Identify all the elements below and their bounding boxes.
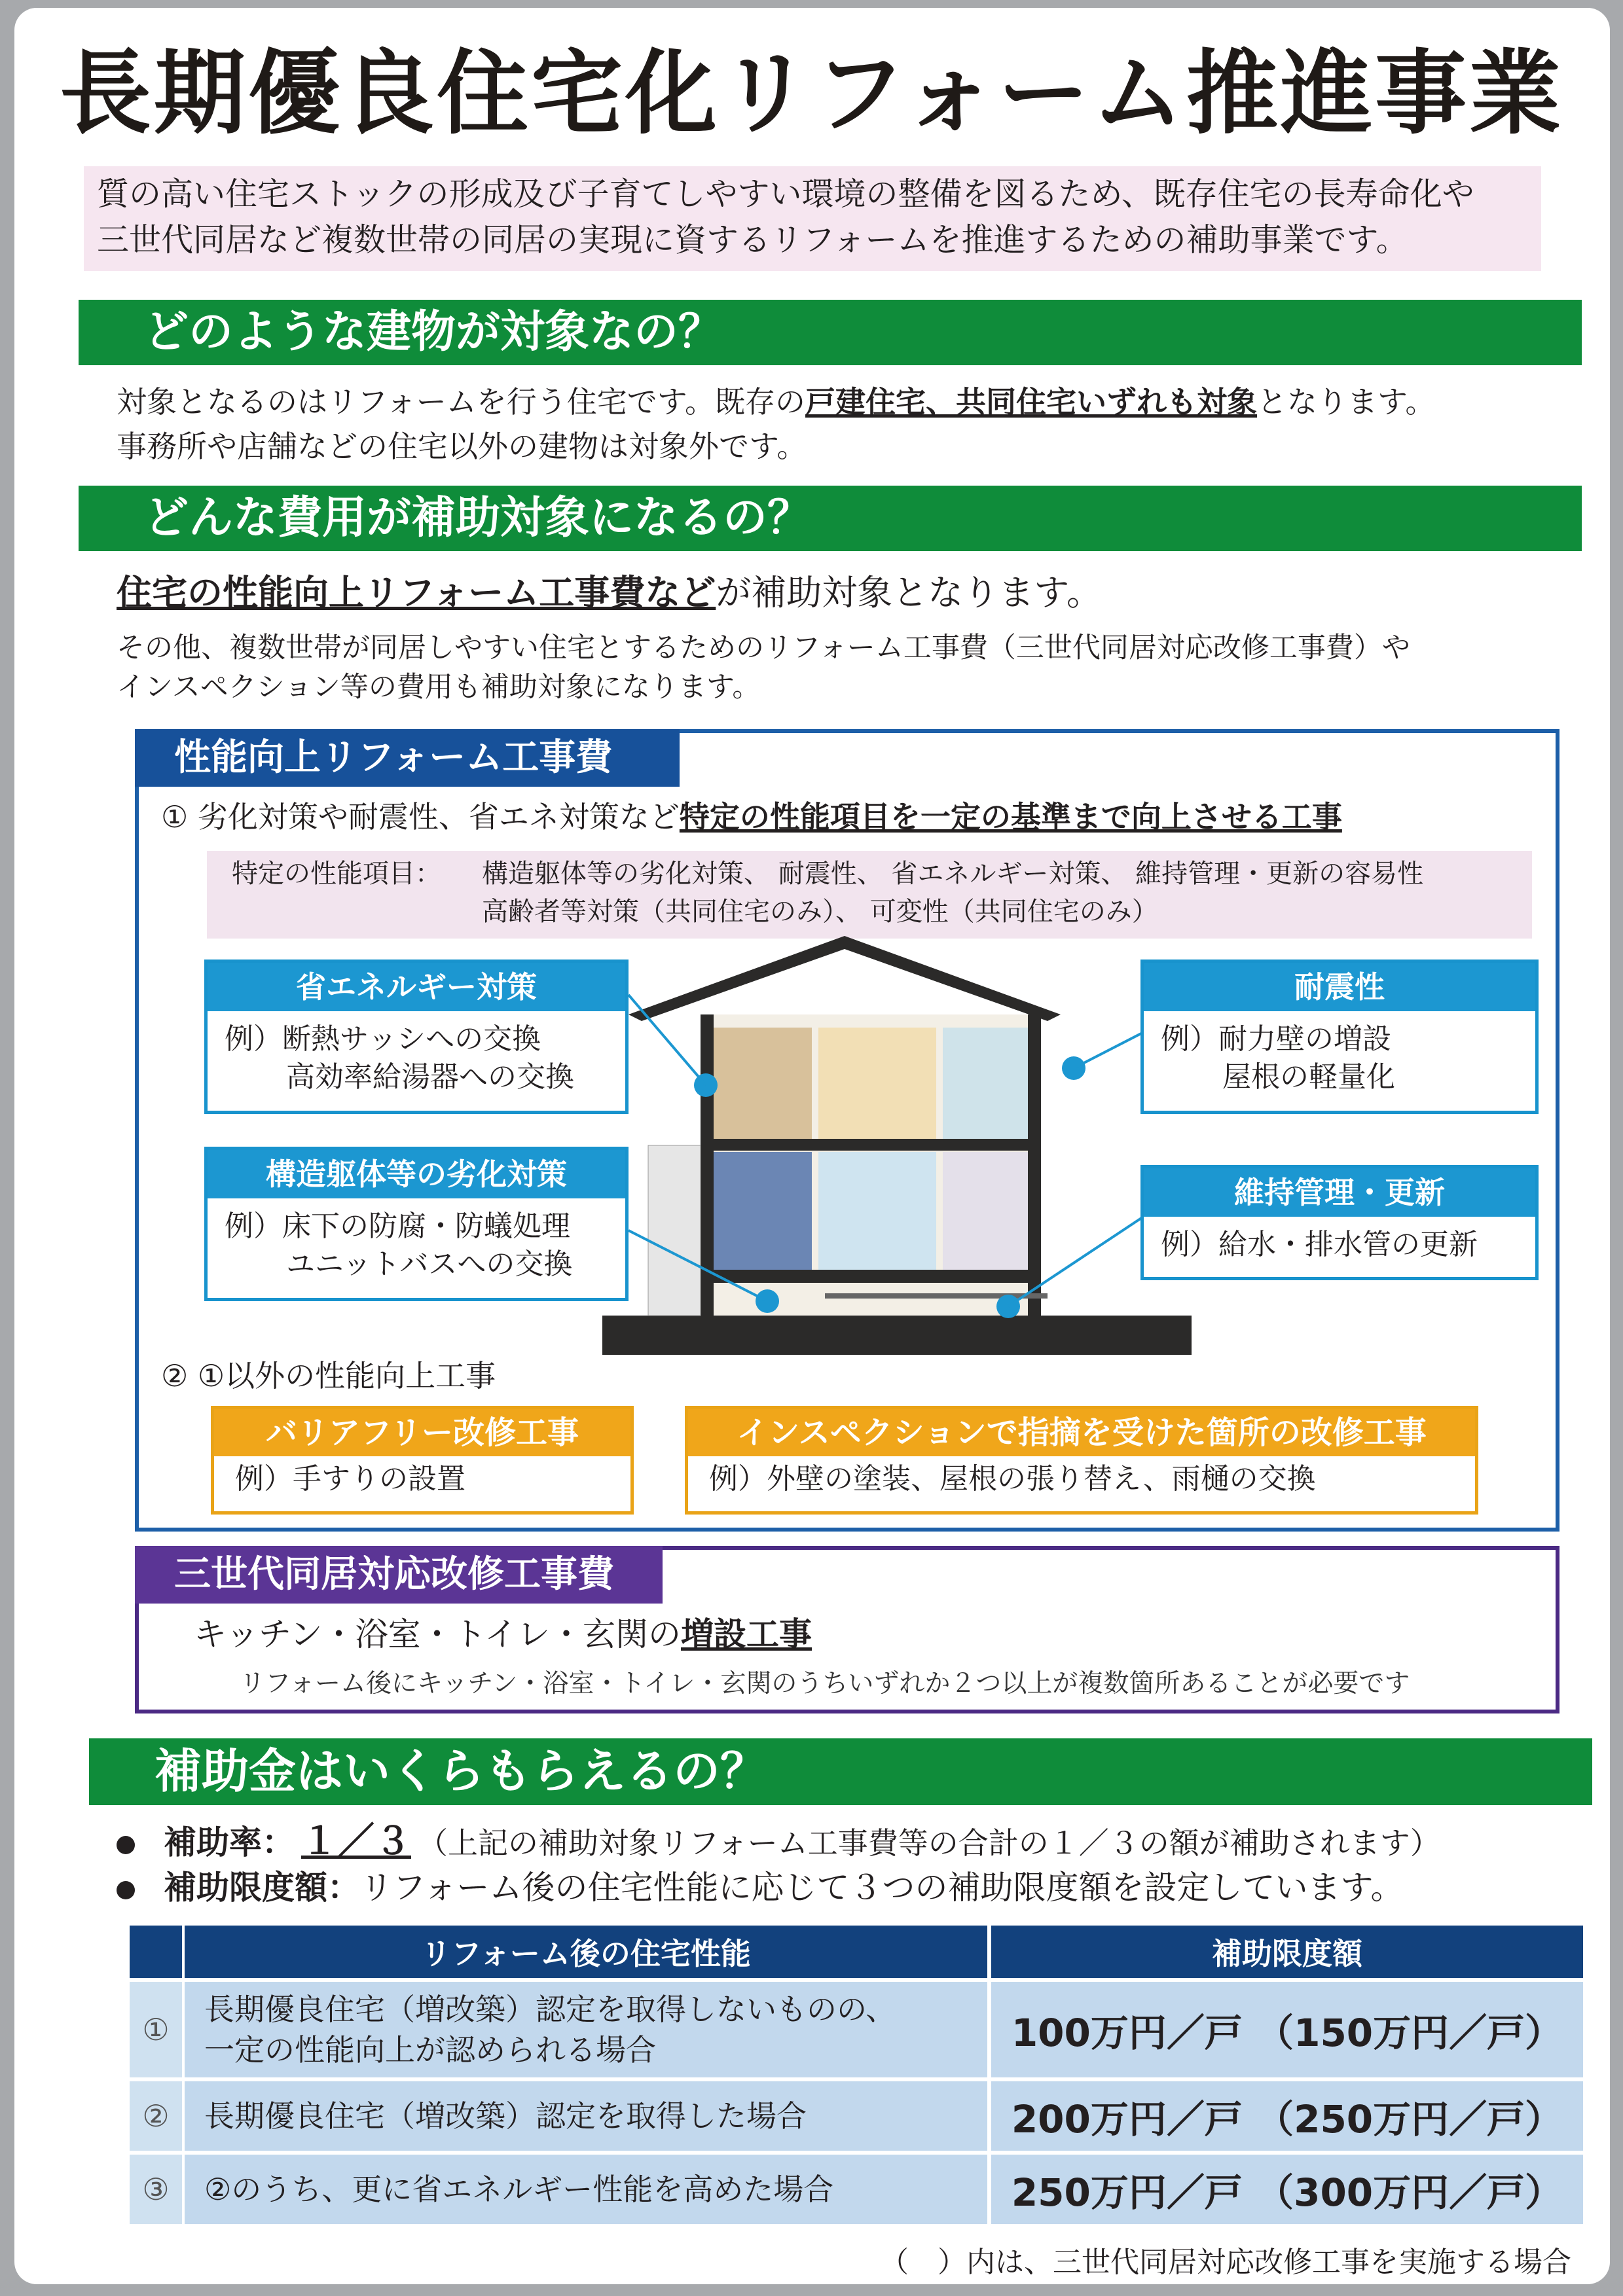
table-row — [130, 1978, 1583, 2077]
callout-maintenance-body — [1144, 1217, 1535, 1264]
row-condition-line-2: 一定の性能向上が認められる場合 — [204, 2032, 656, 2068]
row-condition: ②のうち、更に省エネルギー性能を高めた場合 — [182, 2151, 987, 2224]
inspection-title: インスペクションで指摘を受けた箇所の改修工事 — [688, 1409, 1475, 1456]
callout-decay-title: 構造躯体等の劣化対策 — [208, 1150, 625, 1198]
row-number: ① — [130, 1978, 182, 2077]
barrier-free-box — [211, 1406, 634, 1515]
section2-lead — [117, 568, 1102, 618]
callout-energy-line-1: 例）断熱サッシへの交換 — [225, 1022, 541, 1056]
table-row — [130, 2077, 1583, 2151]
row-number: ② — [130, 2077, 182, 2151]
page-title: 長期優良住宅化リフォーム推進事業 — [59, 41, 1563, 147]
performance-works-tab: 性能向上リフォーム工事費 — [135, 729, 680, 787]
spec-line-2: 高齢者等対策（共同住宅のみ）、 可変性（共同住宅のみ） — [482, 897, 1158, 927]
rate-note: （上記の補助対象リフォーム工事費等の合計の１／３の額が補助されます） — [418, 1825, 1440, 1861]
section2-sub — [117, 628, 1410, 707]
callout-decay-body — [208, 1198, 625, 1283]
inspection-box — [685, 1406, 1478, 1515]
barrier-free-title: バリアフリー改修工事 — [214, 1409, 630, 1456]
section1-text — [117, 380, 1590, 469]
section-heading-subsidy-amount: 補助金はいくらもらえるの？ — [89, 1738, 1592, 1805]
section2-lead-emphasis: 住宅の性能向上リフォーム工事費など — [117, 572, 716, 613]
callout-energy — [204, 960, 629, 1114]
house-cross-section-illustration — [589, 923, 1198, 1368]
ground-beam — [701, 1270, 1041, 1283]
roof — [629, 936, 1061, 1021]
bullet-subsidy-limit — [117, 1867, 1404, 1909]
row-number: ③ — [130, 2151, 182, 2224]
performance-item-1 — [161, 793, 1342, 840]
row-amount: 100万円／戸 （150万円／戸） — [987, 1978, 1583, 2077]
header-performance: リフォーム後の住宅性能 — [182, 1926, 987, 1978]
table-row — [130, 2151, 1583, 2224]
callout-quake-body — [1144, 1011, 1535, 1096]
barrier-free-example: 例）手すりの設置 — [235, 1462, 465, 1496]
three-gen-text: キッチン・浴室・トイレ・玄関の — [194, 1615, 681, 1653]
section2-lead-post: が補助対象となります。 — [716, 572, 1102, 613]
row-condition — [182, 1978, 987, 2077]
table-footnote: （ ）内は、三世代同居対応改修工事を実施する場合 — [880, 2246, 1571, 2279]
section1-text-post: となります。 — [1257, 384, 1436, 420]
callout-energy-title: 省エネルギー対策 — [208, 963, 625, 1011]
callout-quake-line-2: 屋根の軽量化 — [1222, 1060, 1395, 1094]
intro-line-2: 三世代同居など複数世帯の同居の実現に資するリフォームを推進するための補助事業です。 — [97, 221, 1408, 259]
intro-line-1: 質の高い住宅ストックの形成及び子育てしやすい環境の整備を図るため、既存住宅の長寿命化や — [97, 175, 1474, 213]
section2-sub-line-1: その他、複数世帯が同居しやすい住宅とするためのリフォーム工事費（三世代同居対応改修工事費）や — [117, 632, 1410, 664]
callout-decay — [204, 1147, 629, 1301]
row-amount: 200万円／戸 （250万円／戸） — [987, 2077, 1583, 2151]
stairs-exterior — [648, 1145, 701, 1316]
callout-maintenance-title: 維持管理・更新 — [1144, 1168, 1535, 1217]
room-kitchen — [714, 1028, 812, 1139]
room-dining — [818, 1152, 936, 1270]
inspection-example: 例）外壁の塗装、屋根の張り替え、雨樋の交換 — [709, 1462, 1316, 1496]
room-entrance — [714, 1152, 812, 1270]
section1-line-1 — [117, 380, 1590, 424]
row-condition: 長期優良住宅（増改築）認定を取得した場合 — [182, 2077, 987, 2151]
table-header-row — [130, 1926, 1583, 1978]
row-condition-line-1: 長期優良住宅（増改築）認定を取得しないものの、 — [204, 1992, 896, 2027]
limit-text: リフォーム後の住宅性能に応じて３つの補助限度額を設定しています。 — [360, 1869, 1404, 1907]
floor-beam — [701, 1139, 1041, 1151]
header-limit: 補助限度額 — [987, 1926, 1583, 1978]
callout-quake — [1140, 960, 1539, 1114]
intro-box — [84, 166, 1541, 271]
callout-maintenance — [1140, 1165, 1539, 1280]
section1-line-2: 事務所や店舗などの住宅以外の建物は対象外です。 — [117, 429, 807, 464]
section1-text-pre: 対象となるのはリフォームを行う住宅です。既存の — [117, 384, 806, 420]
bullet-dot — [117, 1881, 135, 1899]
foundation — [602, 1316, 1192, 1355]
spec-label: 特定の性能項目： — [232, 859, 441, 889]
callout-energy-line-2: 高効率給湯器への交換 — [286, 1060, 574, 1094]
row-amount: 250万円／戸 （300万円／戸） — [987, 2151, 1583, 2224]
item1-text: ① 劣化対策や耐震性、省エネ対策など — [161, 799, 680, 834]
header-num — [130, 1926, 182, 1978]
room-toilet — [943, 1152, 1034, 1270]
callout-quake-line-1: 例）耐力壁の増設 — [1161, 1022, 1391, 1056]
three-generation-line — [194, 1611, 812, 1657]
callout-quake-title: 耐震性 — [1144, 963, 1535, 1011]
bullet-subsidy-rate — [117, 1821, 1440, 1864]
section2-sub-line-2: インスペクション等の費用も補助対象になります。 — [117, 671, 761, 704]
item1-emphasis: 特定の性能項目を一定の基準まで向上させる工事 — [679, 799, 1342, 834]
three-generation-note: リフォーム後にキッチン・浴室・トイレ・玄関のうちいずれか２つ以上が複数箇所あることが必要です — [240, 1669, 1410, 1698]
callout-energy-body — [208, 1011, 625, 1096]
section1-emphasis: 戸建住宅、共同住宅いずれも対象 — [805, 384, 1258, 420]
performance-item-2: ② ①以外の性能向上工事 — [161, 1358, 496, 1393]
callout-maintenance-line-1: 例）給水・排水管の更新 — [1161, 1228, 1478, 1261]
section-heading-eligible-costs: どんな費用が補助対象になるの？ — [79, 486, 1582, 551]
room-living — [818, 1028, 936, 1139]
room-bath — [943, 1028, 1034, 1139]
three-gen-emphasis: 増設工事 — [681, 1615, 812, 1653]
callout-decay-line-2: ユニットバスへの交換 — [286, 1247, 573, 1281]
callout-decay-line-1: 例）床下の防腐・防蟻処理 — [225, 1210, 570, 1243]
rate-value: １／３ — [301, 1820, 411, 1863]
rate-label: 補助率： — [164, 1823, 295, 1861]
bullet-dot — [117, 1836, 135, 1854]
right-post — [1028, 1014, 1041, 1316]
subsidy-limit-table — [130, 1926, 1583, 2224]
limit-label: 補助限度額： — [164, 1869, 360, 1907]
three-generation-tab: 三世代同居対応改修工事費 — [135, 1546, 663, 1604]
section-heading-target-buildings: どのような建物が対象なの？ — [79, 300, 1582, 365]
spec-line-1: 構造躯体等の劣化対策、 耐震性、 省エネルギー対策、 維持管理・更新の容易性 — [482, 859, 1424, 889]
